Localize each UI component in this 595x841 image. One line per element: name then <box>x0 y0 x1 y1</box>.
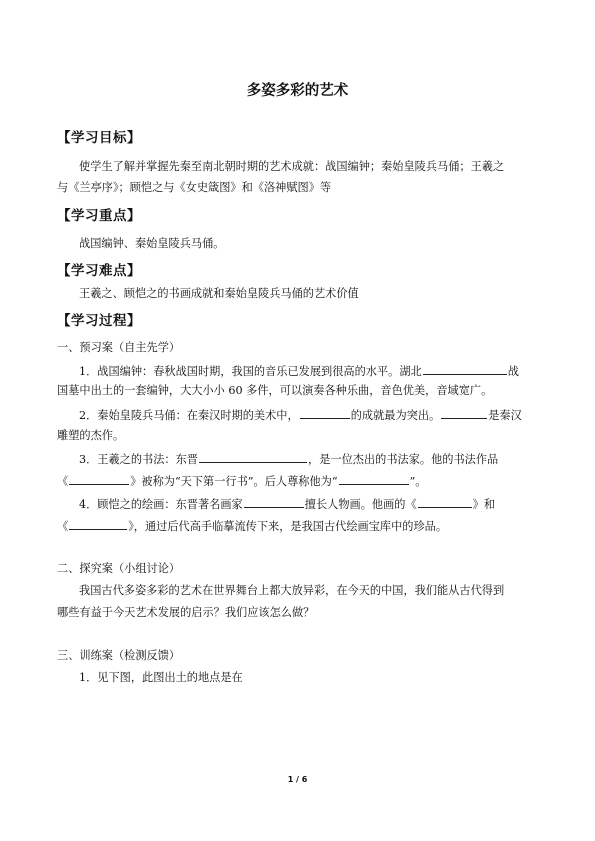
q4-text-b: 擅长人物画。他画的《 <box>304 498 417 511</box>
q1-text-a: 1．战国编钟：春秋战国时期，我国的音乐已发展到很高的水平。湖北 <box>79 365 422 378</box>
part3-question-1: 1．见下图，此图出土的地点是在 <box>79 671 243 684</box>
q4-text-a: 4．顾恺之的绘画：东晋著名画家 <box>79 498 243 511</box>
page-number: 1 / 6 <box>287 775 308 784</box>
q2-answer-blank-2[interactable] <box>441 407 487 419</box>
page-title: 多姿多彩的艺术 <box>246 83 349 99</box>
q3-text-e: ”。 <box>409 475 427 488</box>
goals-text-line-1: 使学生了解并掌握先秦至南北朝时期的艺术成就：战国编钟；秦始皇陵兵马俑；王羲之 <box>79 160 505 173</box>
question-2-line-2: 雕塑的杰作。 <box>57 429 125 442</box>
q3-answer-blank-1[interactable] <box>199 451 307 463</box>
q2-text-b: 的成就最为突出。 <box>350 409 441 422</box>
part2-text-line-1: 我国古代多姿多彩的艺术在世界舞台上都大放异彩，在今天的中国，我们能从古代得到 <box>79 584 505 597</box>
q3-text-a: 3．王羲之的书法：东晋 <box>79 453 198 466</box>
question-1-line-1 <box>79 363 519 379</box>
q4-text-c: 》和 <box>472 498 496 511</box>
question-3-line-1 <box>79 451 498 467</box>
q2-text-c: 是秦汉 <box>488 409 522 422</box>
question-3-line-2 <box>57 473 426 489</box>
q3-text-d: 》被称为“天下第一行书”。后人尊称他为“ <box>130 475 338 488</box>
q4-text-e: 》，通过后代高手临摹流传下来，是我国古代绘画宝库中的珍品。 <box>128 520 448 533</box>
part3-heading: 三、训练案（检测反馈） <box>57 649 181 662</box>
question-2-line-1 <box>79 407 522 423</box>
part2-heading: 二、探究案（小组讨论） <box>57 562 181 575</box>
heading-learning-goals: 【学习目标】 <box>57 130 141 146</box>
heading-difficulties: 【学习难点】 <box>57 263 141 279</box>
q3-text-c: 《 <box>57 475 69 488</box>
question-4-line-2 <box>57 518 447 534</box>
heading-learning-process: 【学习过程】 <box>57 313 141 329</box>
question-4-line-1 <box>79 496 495 512</box>
q2-answer-blank-1[interactable] <box>300 407 350 419</box>
part2-text-line-2: 哪些有益于今天艺术发展的启示？我们应该怎么做？ <box>57 606 315 619</box>
q4-text-d: 《 <box>57 520 69 533</box>
question-1-line-2: 国墓中出土的一套编钟，大大小小 60 多件，可以演奏各种乐曲，音色优美，音域宽广。 <box>57 384 493 397</box>
goals-text-line-2: 与《兰亭序》；顾恺之与《女史箴图》和《洛神赋图》等 <box>57 181 332 194</box>
q3-text-b: ，是一位杰出的书法家。他的书法作品 <box>308 453 499 466</box>
q4-answer-blank-3[interactable] <box>69 518 127 530</box>
q1-text-b: 战 <box>507 365 519 378</box>
q3-answer-blank-3[interactable] <box>339 473 409 485</box>
q1-answer-blank[interactable] <box>423 363 507 375</box>
q3-answer-blank-2[interactable] <box>69 473 129 485</box>
q4-answer-blank-1[interactable] <box>244 496 304 508</box>
q4-answer-blank-2[interactable] <box>418 496 472 508</box>
part1-heading: 一、预习案（自主先学） <box>57 341 181 354</box>
q2-text-a: 2．秦始皇陵兵马俑：在秦汉时期的美术中， <box>79 409 299 422</box>
key-points-text: 战国编钟、秦始皇陵兵马俑。 <box>79 237 225 250</box>
difficulties-text: 王羲之、顾恺之的书画成就和秦始皇陵兵马俑的艺术价值 <box>79 287 359 300</box>
heading-key-points: 【学习重点】 <box>57 208 141 224</box>
